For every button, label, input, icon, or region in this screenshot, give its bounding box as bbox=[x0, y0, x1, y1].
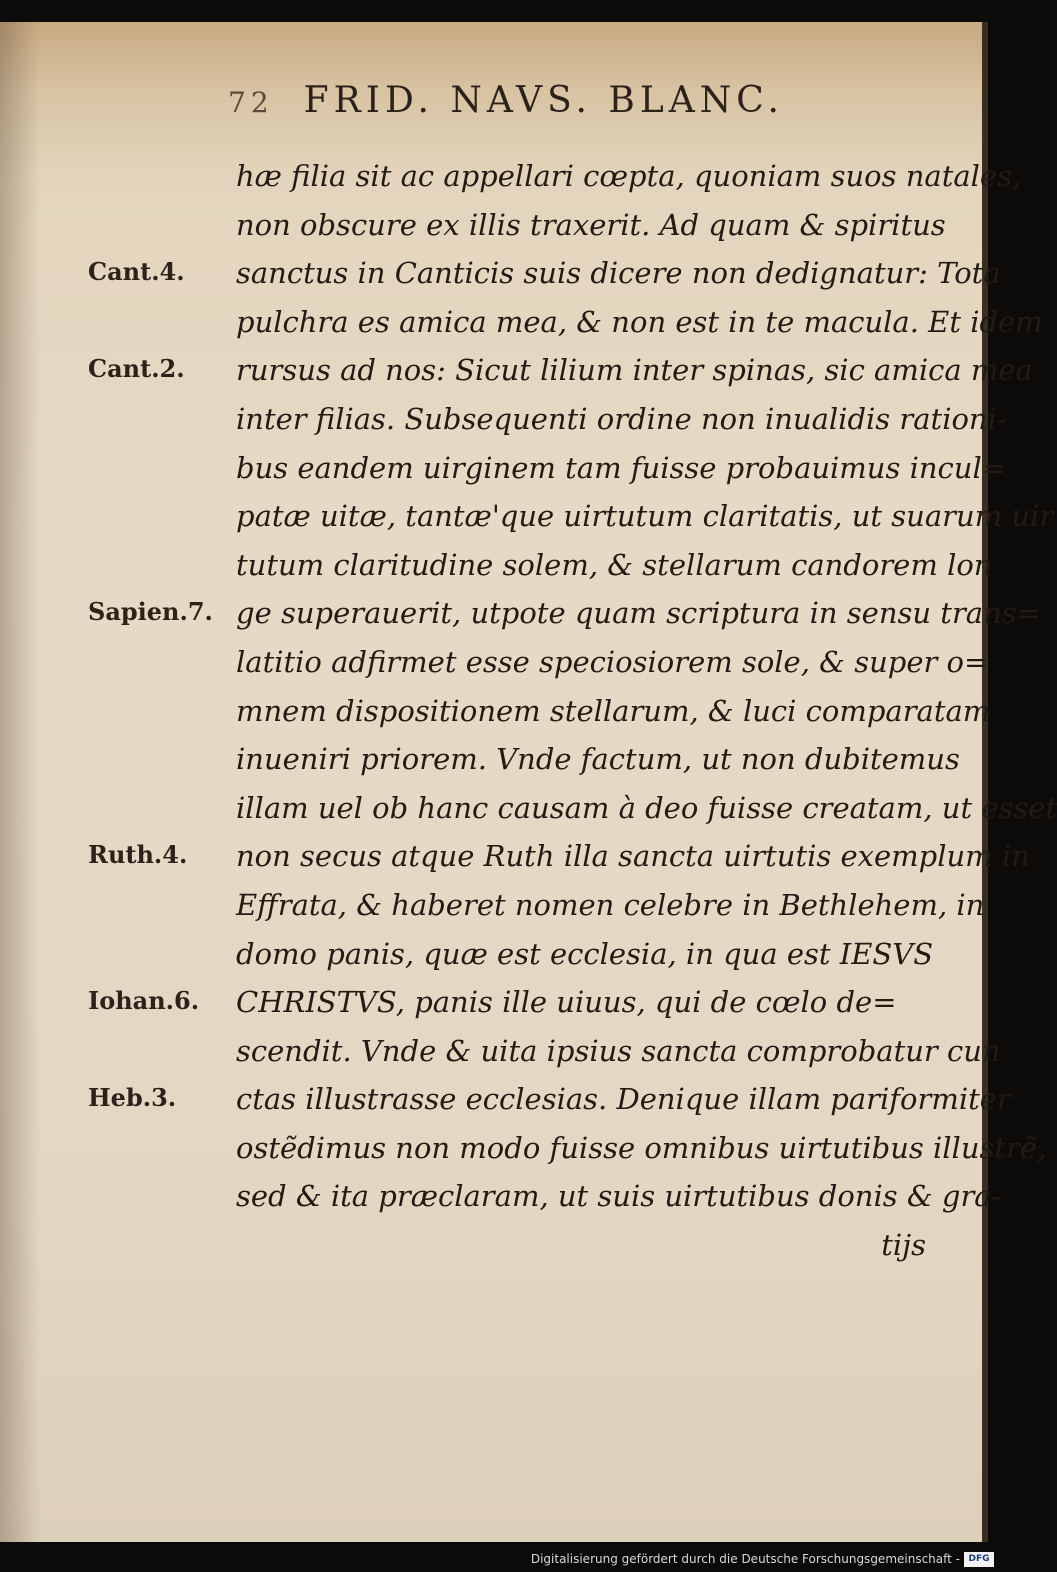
dfg-logo: DFG bbox=[964, 1552, 994, 1567]
catchword: tijs bbox=[881, 1228, 926, 1263]
margin-note: Ruth.4. bbox=[88, 840, 188, 870]
text-line: ge superauerit, utpote quam scriptura in sensu trans= bbox=[236, 596, 1041, 631]
footer-bar bbox=[0, 1542, 1000, 1572]
footer-credit: Digitalisierung gefördert durch die Deutsche Forschungsgemeinschaft - bbox=[530, 1552, 960, 1566]
text-line: non obscure ex illis traxerit. Ad quam & spiritus bbox=[236, 207, 946, 242]
text-line: scendit. Vnde & uita ipsius sancta comprobatur cun bbox=[236, 1033, 1001, 1068]
margin-note: Cant.2. bbox=[88, 354, 185, 384]
text-line: inter filias. Subsequenti ordine non inualidis rationi- bbox=[236, 401, 1007, 436]
margin-note: Heb.3. bbox=[88, 1083, 177, 1113]
text-line: bus eandem uirginem tam fuisse probauimus incul= bbox=[236, 450, 1007, 485]
margin-note: Sapien.7. bbox=[88, 597, 213, 627]
page-number: 72 bbox=[228, 86, 274, 119]
text-line: patæ uitæ, tantæ'que uirtutum claritatis, ut suarum uir bbox=[236, 499, 1054, 534]
text-line: inueniri priorem. Vnde factum, ut non dubitemus bbox=[236, 742, 960, 777]
text-line: Effrata, & haberet nomen celebre in Bethlehem, in bbox=[236, 887, 985, 922]
book-page bbox=[0, 22, 1057, 1542]
text-line: non secus atque Ruth illa sancta uirtutis exemplum in bbox=[236, 839, 1030, 874]
text-line: tutum claritudine solem, & stellarum candorem lon bbox=[236, 547, 993, 582]
body-text bbox=[236, 152, 1057, 1270]
text-line: rursus ad nos: Sicut lilium inter spinas, sic amica mea bbox=[236, 353, 1033, 388]
text-line: illam uel ob hanc causam à deo fuisse creatam, ut esset bbox=[236, 790, 1057, 825]
text-line: domo panis, quæ est ecclesia, in qua est IESVS bbox=[236, 936, 934, 971]
text-line: sanctus in Canticis suis dicere non dedignatur: Tota bbox=[236, 256, 1001, 291]
text-line: pulchra es amica mea, & non est in te macula. Et idem bbox=[236, 304, 1043, 339]
text-line: ostẽdimus non modo fuisse omnibus uirtutibus illustrẽ, bbox=[236, 1130, 1047, 1165]
text-line: ctas illustrasse ecclesias. Denique illam pariformiter bbox=[236, 1082, 1011, 1117]
margin-note: Iohan.6. bbox=[88, 986, 200, 1016]
text-line: hæ filia sit ac appellari cœpta, quoniam suos natales, bbox=[236, 159, 1022, 193]
margin-note: Cant.4. bbox=[88, 257, 185, 287]
text-line: sed & ita præclaram, ut suis uirtutibus donis & gra- bbox=[236, 1179, 1002, 1214]
running-head bbox=[228, 80, 788, 130]
text-line: CHRISTVS, panis ille uiuus, qui de cœlo de= bbox=[236, 985, 897, 1020]
running-head-title: FRID. NAVS. BLANC. bbox=[303, 80, 784, 121]
text-line: mnem dispositionem stellarum, & luci comparatam bbox=[236, 693, 991, 728]
text-line: latitio adfirmet esse speciosiorem sole, & super o= bbox=[236, 644, 989, 679]
